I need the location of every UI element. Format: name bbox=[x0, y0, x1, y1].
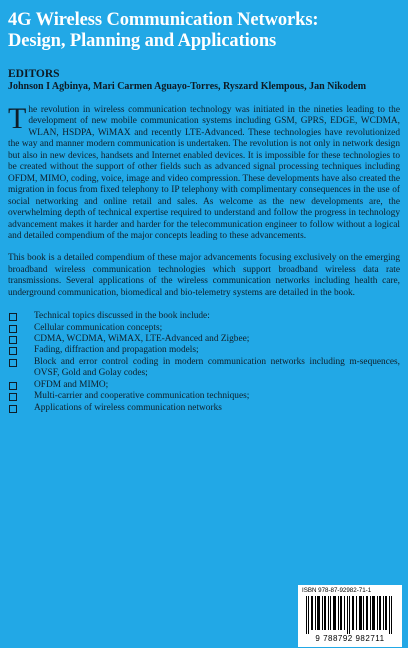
list-item: Applications of wireless communication networks bbox=[8, 403, 400, 414]
list-item: OFDM and MIMO; bbox=[8, 380, 400, 391]
topics-list bbox=[8, 311, 400, 414]
barcode-number: 9 788792 982711 bbox=[315, 634, 385, 643]
list-item: CDMA, WCDMA, WiMAX, LTE-Advanced and Zigbee; bbox=[8, 334, 400, 345]
editors-section bbox=[8, 67, 400, 93]
checkbox-bullet-icon bbox=[9, 336, 17, 344]
checkbox-bullet-icon bbox=[9, 313, 17, 321]
list-item: Multi-carrier and cooperative communication techniques; bbox=[8, 391, 400, 402]
paragraph-1 bbox=[8, 102, 400, 242]
checkbox-bullet-icon bbox=[9, 382, 17, 390]
paragraph-2: This book is a detailed compendium of these major advancements focusing exclusively on the emerging broadband wireless communication technologies which support broadband wireless data rate transmissions. Several applications of the wireless communication networks including health care, underground communication, biomedical and bio-telemetry systems are detailed in the book. bbox=[8, 253, 400, 298]
isbn-barcode bbox=[298, 585, 402, 647]
list-item: Technical topics discussed in the book include: bbox=[8, 311, 400, 322]
checkbox-bullet-icon bbox=[9, 325, 17, 333]
checkbox-bullet-icon bbox=[9, 405, 17, 413]
editors-label: EDITORS bbox=[8, 68, 60, 80]
book-title bbox=[8, 10, 400, 52]
title-line-1: 4G Wireless Communication Networks: bbox=[8, 10, 319, 30]
description bbox=[8, 102, 400, 299]
drop-cap: T bbox=[8, 102, 27, 135]
checkbox-bullet-icon bbox=[9, 359, 17, 367]
checkbox-bullet-icon bbox=[9, 347, 17, 355]
editors-names: Johnson I Agbinya, Mari Carmen Aguayo-Torres, Ryszard Klempous, Jan Nikodem bbox=[8, 81, 367, 92]
checkbox-bullet-icon bbox=[9, 393, 17, 401]
isbn-text: ISBN 978-87-92982-71-1 bbox=[302, 587, 372, 594]
list-item: Cellular communication concepts; bbox=[8, 323, 400, 334]
barcode-icon bbox=[302, 596, 398, 634]
title-line-2: Design, Planning and Applications bbox=[8, 31, 277, 51]
list-item: Fading, diffraction and propagation models; bbox=[8, 345, 400, 356]
list-item: Block and error control coding in modern communication networks including m-sequences, OVSF, Gold and Golay codes; bbox=[8, 357, 400, 380]
paragraph-1-text: he revolution in wireless communication technology was initiated in the nineties leading to the development of new mobile communication systems including GSM, GPRS, EDGE, WCDMA, WLAN, HSDPA, WiMAX and recently LTE-Advanced. These technologies have revolutionized the way and manner modern communication is undertaken. The revolution is not only in network design but also in new devices, handsets and Internet enabled devices. It is impossible for these technologies to be created without the support of other fields such as advanced signal processing techniques including OFDM, MIMO, coding, voice, image and video compression. These developments have also created the migration in focus from fixed telephony to IP telephony with complimentary consequences in the use of social networking and online retail and sales. As welcome as the new developments are, the overwhelming depth of technical expertise required to understand and follow the progress in technology advancement makes it harder and harder for the telecommunication engineer to follow without a logical and detailed compendium of the major concepts leading to these advancements. bbox=[8, 105, 400, 241]
